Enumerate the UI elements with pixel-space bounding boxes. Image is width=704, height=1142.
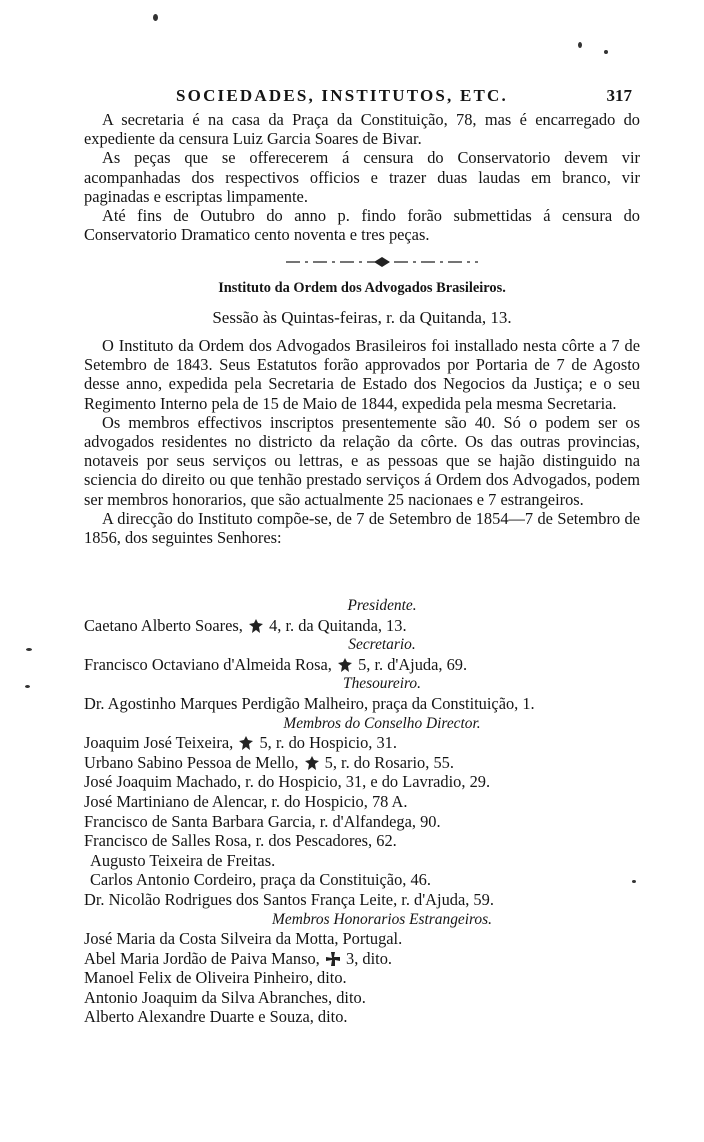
order-cross-icon [249, 619, 263, 633]
ink-speck [153, 14, 158, 21]
session-info: Sessão às Quintas-feiras, r. da Quitanda, 13. [212, 308, 512, 327]
ink-speck [25, 685, 30, 688]
ink-speck [604, 50, 608, 54]
person-address: 3, dito. [346, 948, 393, 968]
person-entry [84, 949, 644, 969]
person-address: 5, r. do Rosario, 55. [324, 752, 454, 772]
person-entry: Alberto Alexandre Duarte e Souza, dito. [84, 1007, 348, 1027]
role-treasurer: Thesoureiro. [343, 675, 421, 693]
person-entry: Augusto Teixeira de Freitas. [90, 850, 276, 870]
maltese-cross-icon [326, 952, 340, 966]
person-name: Francisco Octaviano d'Almeida Rosa, [84, 654, 332, 674]
person-address: 5, r. do Hospicio, 31. [259, 733, 397, 753]
person-entry [84, 753, 644, 773]
person-entry: José Maria da Costa Silveira da Motta, Portugal. [84, 929, 403, 949]
ink-speck [578, 42, 582, 48]
person-name: Caetano Alberto Soares, [84, 615, 243, 635]
person-entry: Francisco de Santa Barbara Garcia, r. d'Alfandega, 90. [84, 811, 441, 831]
page-header [84, 84, 632, 110]
role-president: Presidente. [347, 597, 417, 614]
person-entry: José Martiniano de Alencar, r. do Hospicio, 78 A. [84, 791, 408, 811]
paragraph-membros: Os membros effectivos inscriptos presentemente são 40. Só o podem ser os advogados residentes no districto da relação da côrte. Os das outras provincias, notaveis por seus serviços ou lettras, e as pessoas que se hajão distinguido na sciencia do direito ou que tenhão prestado serviços á Ordem dos Advogados, podem ser membros honorarios, que são actualmente 25 nacionaes e 7 estrangeiros. [84, 412, 640, 509]
conservatorio-text [84, 110, 640, 244]
section-separator [282, 256, 482, 268]
person-entry: Dr. Agostinho Marques Perdigão Malheiro, praça da Constituição, 1. [84, 693, 535, 713]
person-entry: Carlos Antonio Cordeiro, praça da Constituição, 46. [90, 870, 431, 890]
section-title: Instituto da Ordem dos Advogados Brasileiros. [218, 280, 506, 296]
person-name: Abel Maria Jordão de Paiva Manso, [84, 948, 320, 968]
person-entry: Antonio Joaquim da Silva Abranches, dito. [84, 987, 366, 1007]
person-entry: Dr. Nicolão Rodrigues dos Santos França Leite, r. d'Ajuda, 59. [84, 889, 494, 909]
ink-speck [26, 648, 32, 651]
person-address: 5, r. d'Ajuda, 69. [358, 654, 468, 674]
instituto-text [84, 336, 640, 547]
page-number: 317 [606, 86, 632, 105]
paragraph-pecas: As peças que se offerecerem á censura do Conservatorio devem vir acompanhadas dos respectivos officios e trazer duas laudas em branco, vir paginadas e escriptas limpamente. [84, 148, 640, 206]
person-address: 4, r. da Quitanda, 13. [269, 615, 407, 635]
person-name: Joaquim José Teixeira, [84, 733, 234, 753]
paragraph-secretaria: A secretaria é na casa da Praça da Constituição, 78, mas é encarregado do expediente da censura Luiz Garcia Soares de Bivar. [84, 110, 640, 149]
person-entry [84, 616, 644, 636]
members-list [84, 596, 644, 1027]
paragraph-outubro: Até fins de Outubro do anno p. findo forão submettidas á censura do Conservatorio Dramatico cento noventa e tres peças. [84, 206, 640, 245]
paragraph-direccao: A direcção do Instituto compõe-se, de 7 de Setembro de 1854—7 de Setembro de 1856, dos seguintes Senhores: [84, 508, 640, 548]
role-foreign-honorary: Membros Honorarios Estrangeiros. [272, 910, 492, 928]
running-title: SOCIEDADES, INSTITUTOS, ETC. [176, 86, 508, 105]
order-cross-icon [338, 658, 352, 672]
paragraph-installado: O Instituto da Ordem dos Advogados Brasileiros foi installado nesta côrte a 7 de Setembro de 1843. Seus Estatutos forão approvados por Portaria de 7 de Agosto desse anno, expedida pela Secretaria de Estado dos Negocios da Justiça; e o seu Regimento Interno pela de 15 de Maio de 1844, expedida pela mesma Secretaria. [84, 336, 640, 413]
role-council: Membros do Conselho Director. [283, 714, 481, 732]
role-secretary: Secretario. [348, 636, 416, 654]
person-name: Urbano Sabino Pessoa de Mello, [84, 752, 299, 772]
person-entry [84, 655, 644, 675]
person-entry [84, 733, 644, 753]
order-cross-icon [239, 736, 253, 750]
person-entry: José Joaquim Machado, r. do Hospicio, 31, e do Lavradio, 29. [84, 772, 491, 792]
person-entry: Manoel Felix de Oliveira Pinheiro, dito. [84, 968, 347, 988]
order-cross-icon [305, 756, 319, 770]
person-entry: Francisco de Salles Rosa, r. dos Pescadores, 62. [84, 831, 397, 851]
